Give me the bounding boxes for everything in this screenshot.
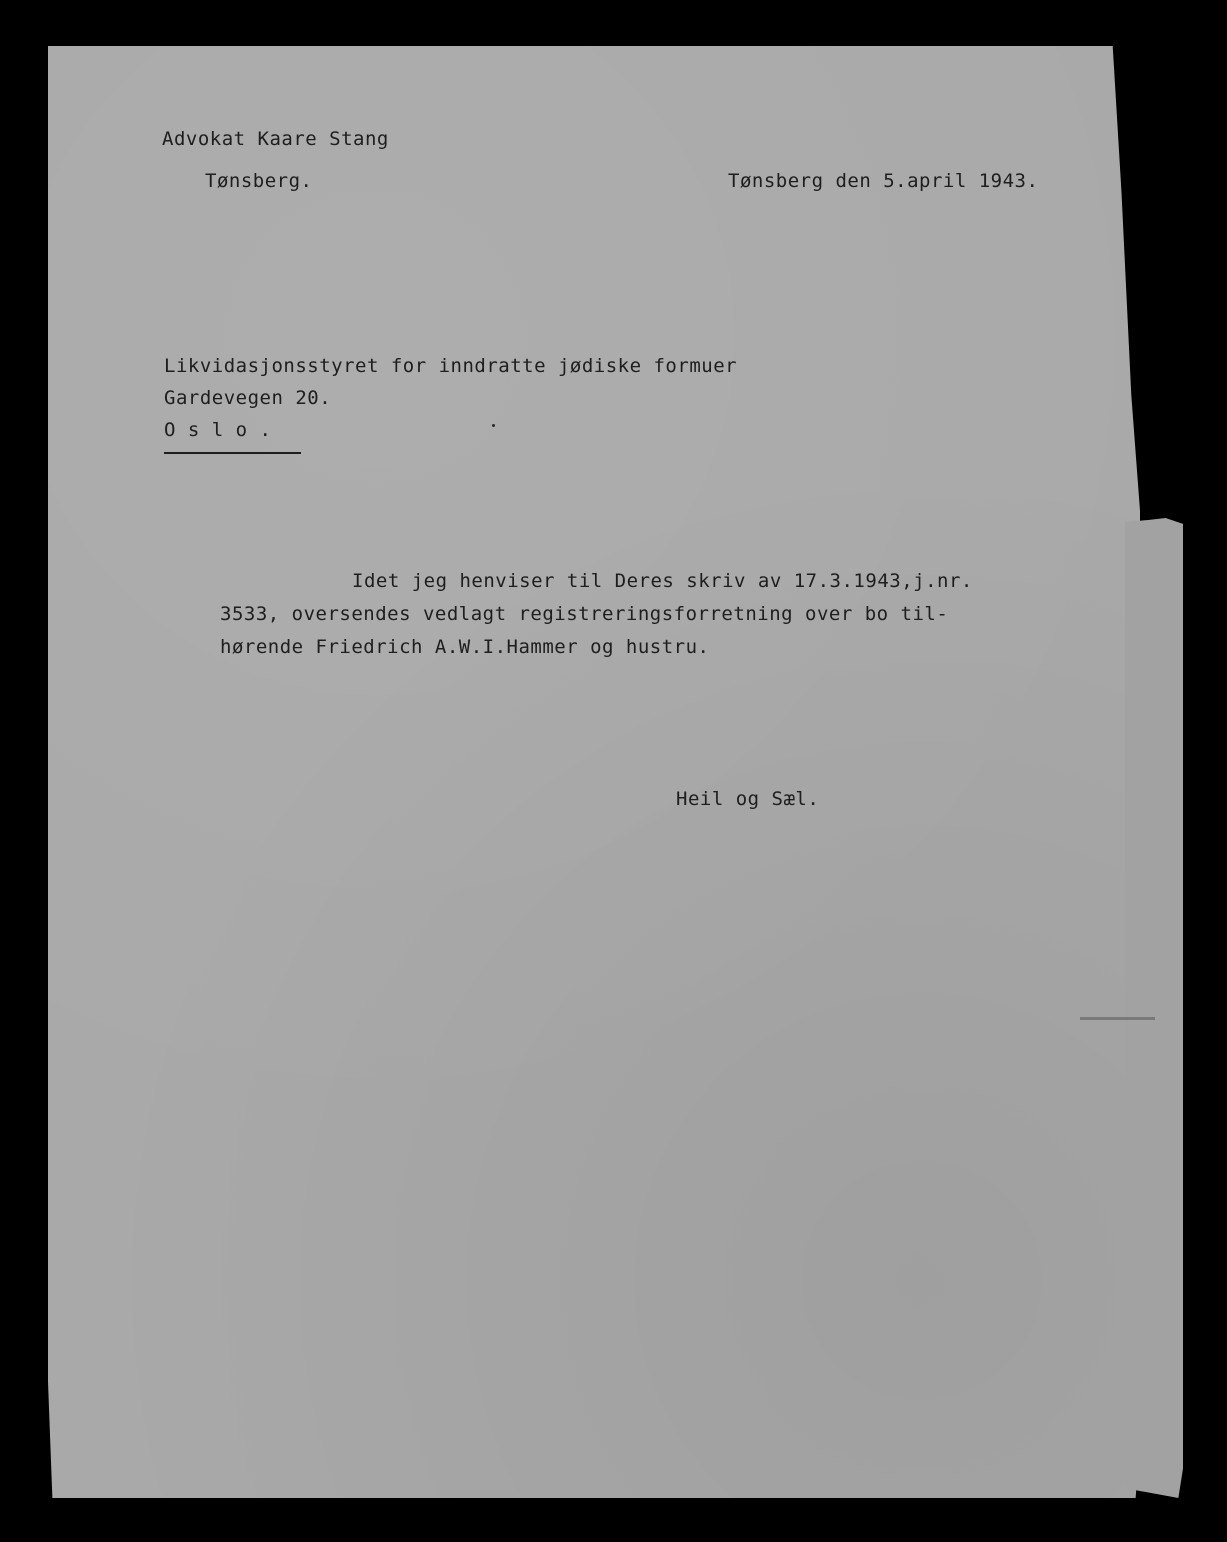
- sender-name: Advokat Kaare Stang: [162, 128, 389, 150]
- recipient-line-1: Likvidasjonsstyret for inndratte jødiske formuer: [164, 355, 738, 377]
- attached-sheet-edge: [1125, 518, 1183, 1498]
- body-line-3: hørende Friedrich A.W.I.Hammer og hustru.: [220, 636, 710, 658]
- body-line-2: 3533, oversendes vedlagt registreringsforretning over bo til-: [220, 603, 949, 625]
- recipient-line-2: Gardevegen 20.: [164, 387, 332, 409]
- recipient-line-3: O s l o .: [164, 419, 272, 441]
- body-line-1: Idet jeg henviser til Deres skriv av 17.3.1943,j.nr.: [352, 570, 973, 592]
- sender-place: Tønsberg.: [205, 170, 313, 192]
- fold-crease: [1080, 1017, 1155, 1020]
- letter-sheet: [48, 46, 1140, 1498]
- ink-speck: [492, 424, 495, 427]
- recipient-underline: [164, 452, 301, 454]
- closing-salutation: Heil og Sæl.: [676, 788, 820, 810]
- date-line: Tønsberg den 5.april 1943.: [728, 170, 1039, 192]
